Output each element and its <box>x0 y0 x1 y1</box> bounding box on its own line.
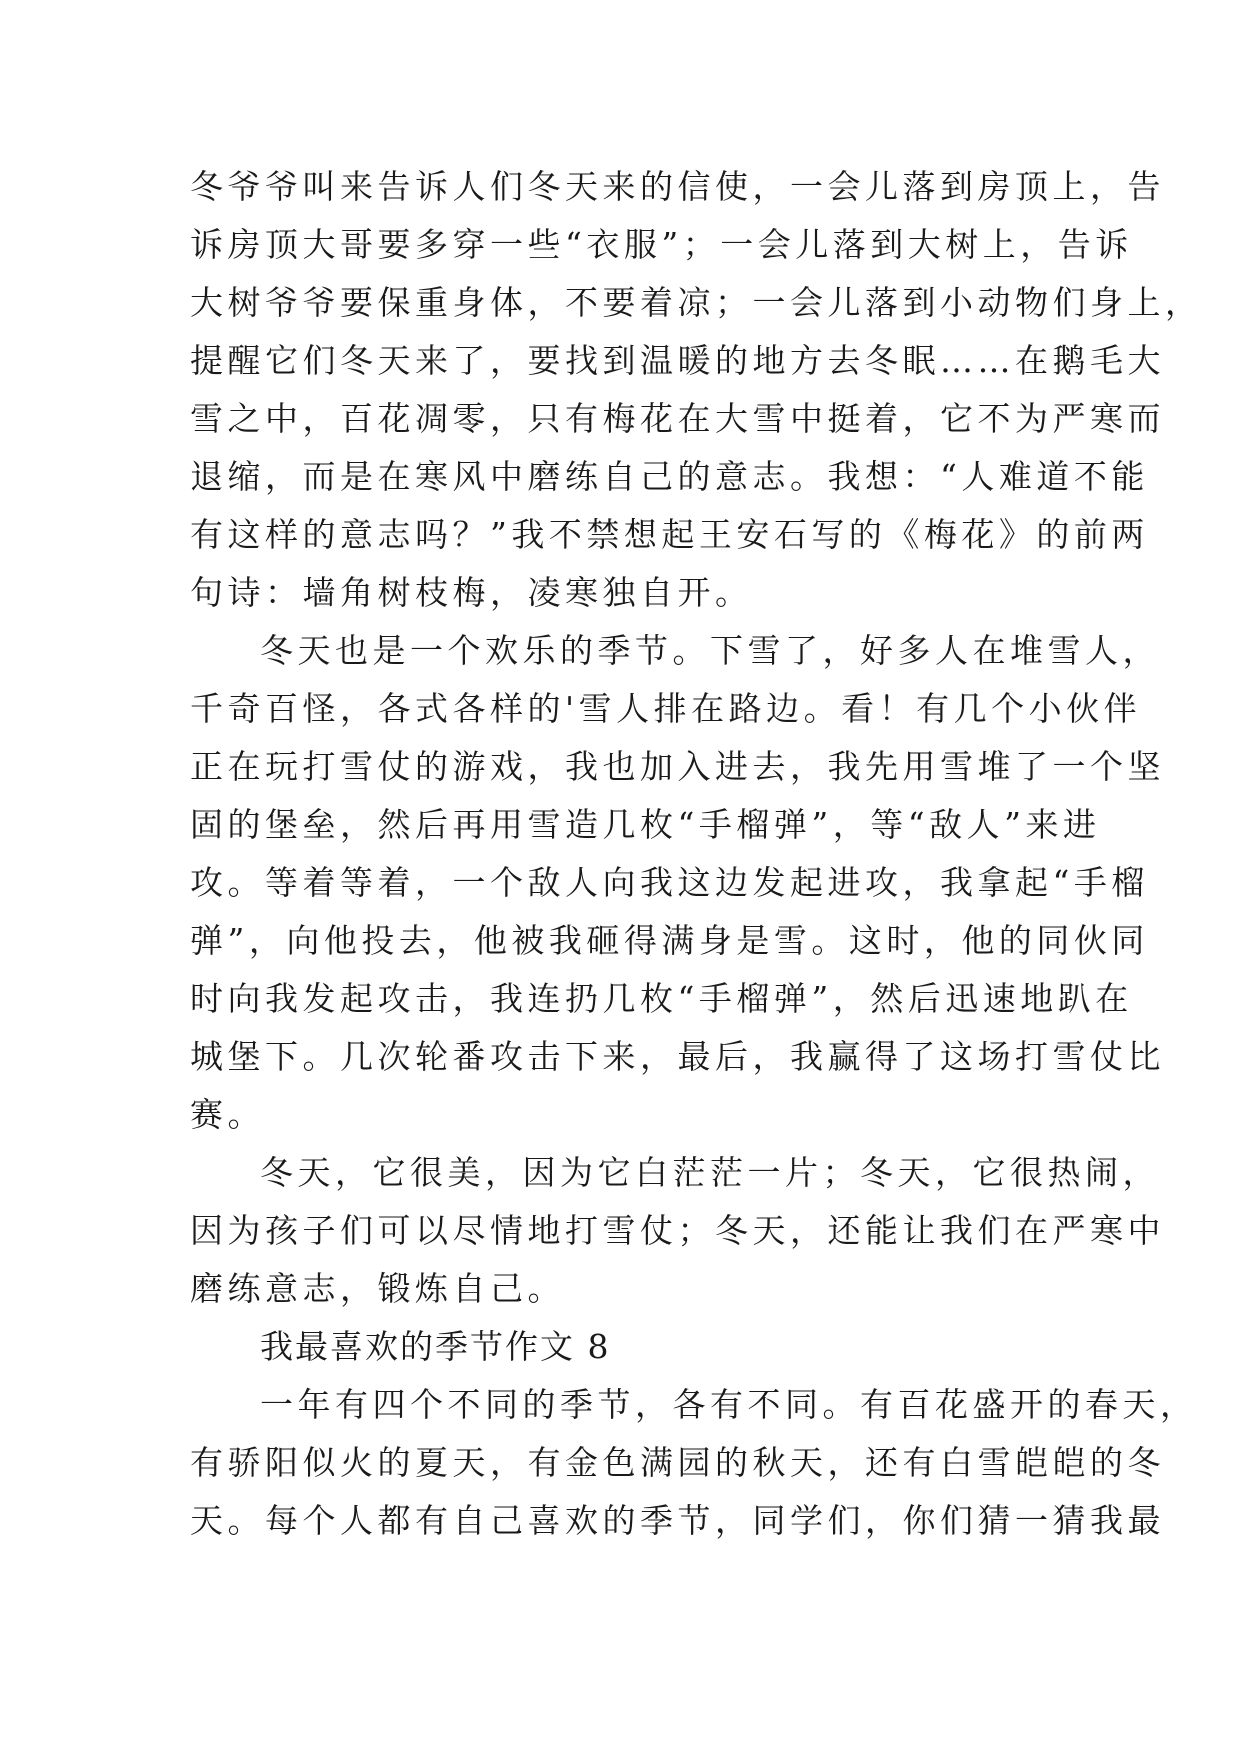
text-line: 时向我发起攻击，我连扔几枚“手榴弹”，然后迅速地趴在 <box>190 979 1133 1018</box>
text-line: 天。每个人都有自己喜欢的季节，同学们，你们猜一猜我最 <box>190 1501 1165 1540</box>
paragraph-start-line: 一年有四个不同的季节，各有不同。有百花盛开的春天， <box>260 1385 1198 1424</box>
text-line: 弹”，向他投去，他被我砸得满身是雪。这时，他的同伙同 <box>190 921 1149 960</box>
text-line: 攻。等着等着，一个敌人向我这边发起进攻，我拿起“手榴 <box>190 863 1149 902</box>
text-line: 千奇百怪，各式各样的'雪人排在路边。看！有几个小伙伴 <box>190 689 1142 728</box>
text-line: 冬爷爷叫来告诉人们冬天来的信使，一会儿落到房顶上，告 <box>190 167 1165 206</box>
text-line: 退缩，而是在寒风中磨练自己的意志。我想：“人难道不能 <box>190 457 1149 496</box>
text-line: 磨练意志，锻炼自己。 <box>190 1269 565 1308</box>
text-line: 大树爷爷要保重身体，不要着凉；一会儿落到小动物们身上， <box>190 283 1203 322</box>
text-line: 句诗：墙角树枝梅，凌寒独自开。 <box>190 573 753 612</box>
section-heading: 我最喜欢的季节作文 8 <box>260 1327 611 1366</box>
text-line: 正在玩打雪仗的游戏，我也加入进去，我先用雪堆了一个坚 <box>190 747 1165 786</box>
text-line: 雪之中，百花凋零，只有梅花在大雪中挺着，它不为严寒而 <box>190 399 1165 438</box>
paragraph-start-line: 冬天，它很美，因为它白茫茫一片；冬天，它很热闹， <box>260 1153 1160 1192</box>
text-line: 城堡下。几次轮番攻击下来，最后，我赢得了这场打雪仗比 <box>190 1037 1165 1076</box>
paragraph-start-line: 冬天也是一个欢乐的季节。下雪了，好多人在堆雪人， <box>260 631 1160 670</box>
text-line: 提醒它们冬天来了，要找到温暖的地方去冬眠……在鹅毛大 <box>190 341 1165 380</box>
text-line: 有骄阳似火的夏天，有金色满园的秋天，还有白雪皑皑的冬 <box>190 1443 1165 1482</box>
text-line: 赛。 <box>190 1095 265 1134</box>
text-line: 有这样的意志吗？”我不禁想起王安石写的《梅花》的前两 <box>190 515 1149 554</box>
text-line: 因为孩子们可以尽情地打雪仗；冬天，还能让我们在严寒中 <box>190 1211 1165 1250</box>
document-page <box>190 158 1203 1550</box>
text-line: 诉房顶大哥要多穿一些“衣服”；一会儿落到大树上，告诉 <box>190 225 1133 264</box>
text-line: 固的堡垒，然后再用雪造几枚“手榴弹”，等“敌人”来进 <box>190 805 1101 844</box>
